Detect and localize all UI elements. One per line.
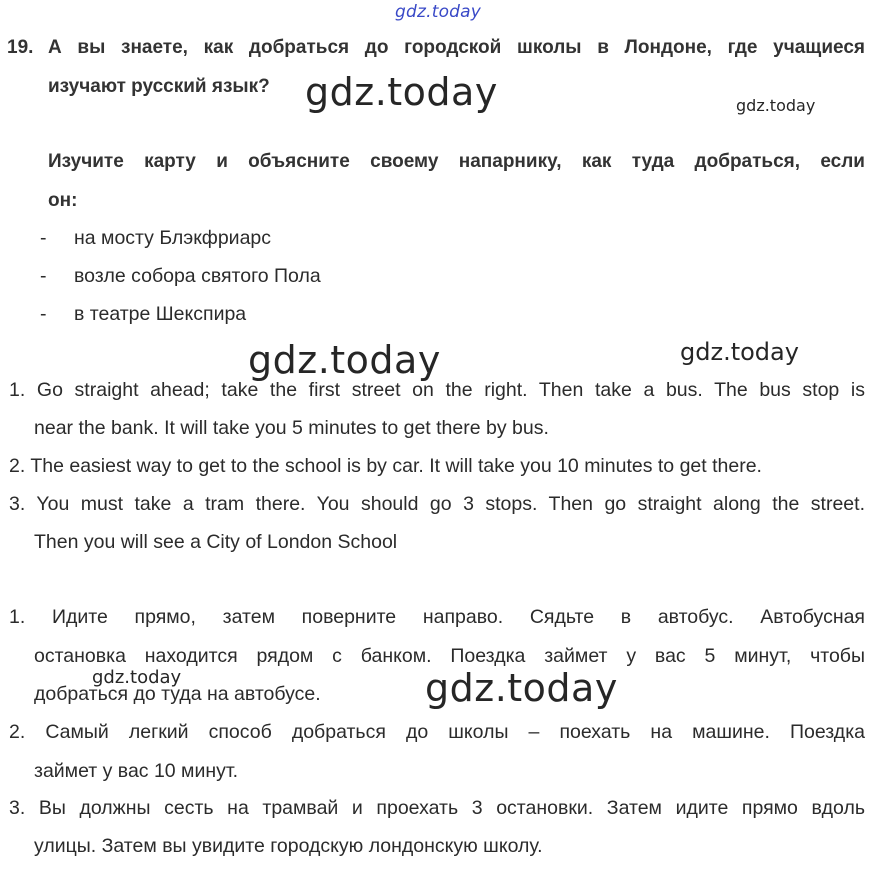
english-answer-2-line-1: 2. The easiest way to get to the school is by car. It will take you 10 minutes to get there.: [9, 455, 762, 477]
task-number: 19.: [7, 37, 34, 58]
russian-answer-1-line-2: остановка находится рядом с банком. Поездка займет у вас 5 минут, чтобы: [34, 645, 865, 667]
russian-answer-1-line-1: 1. Идите прямо, затем поверните направо. Сядьте в автобус. Автобусная: [9, 606, 865, 628]
task-option: возле собора святого Пола: [74, 265, 321, 287]
watermark-top: gdz.today: [395, 2, 482, 22]
russian-answer-3-line-2: улицы. Затем вы увидите городскую лондонскую школу.: [34, 835, 543, 857]
watermark-large-1: gdz.today: [305, 70, 498, 114]
watermark-small-1: gdz.today: [736, 96, 816, 115]
russian-answer-1-line-3: добраться до туда на автобусе.: [34, 683, 321, 705]
russian-answer-3-line-1: 3. Вы должны сесть на трамвай и проехать 3 остановки. Затем идите прямо вдоль: [9, 797, 865, 819]
watermark-small-2: gdz.today: [92, 667, 182, 688]
bullet-dash: -: [40, 303, 47, 325]
task-option: на мосту Блэкфриарс: [74, 227, 272, 249]
bullet-dash: -: [40, 227, 47, 249]
english-answer-3-line-1: 3. You must take a tram there. You should go 3 stops. Then go straight along the street.: [9, 493, 865, 515]
russian-answer-2-line-2: займет у вас 10 минут.: [34, 760, 239, 782]
task-question-line-1: А вы знаете, как добраться до городской школы в Лондоне, где учащиеся: [48, 37, 865, 58]
watermark-large-3: gdz.today: [425, 666, 618, 710]
watermark-large-2: gdz.today: [248, 338, 441, 382]
task-question-line-2: изучают русский язык?: [48, 76, 270, 97]
english-answer-1-line-1: 1. Go straight ahead; take the first street on the right. Then take a bus. The bus stop is: [9, 379, 865, 401]
task-instruction-line-1: Изучите карту и объясните своему напарнику, как туда добраться, если: [48, 151, 865, 172]
english-answer-3-line-2: Then you will see a City of London School: [34, 531, 398, 553]
task-instruction-line-2: он:: [48, 190, 78, 211]
russian-answer-2-line-1: 2. Самый легкий способ добраться до школы – поехать на машине. Поездка: [9, 721, 865, 743]
task-option: в театре Шекспира: [74, 303, 247, 325]
bullet-dash: -: [40, 265, 47, 287]
english-answer-1-line-2: near the bank. It will take you 5 minutes to get there by bus.: [34, 417, 549, 439]
watermark-medium-1: gdz.today: [680, 338, 799, 366]
